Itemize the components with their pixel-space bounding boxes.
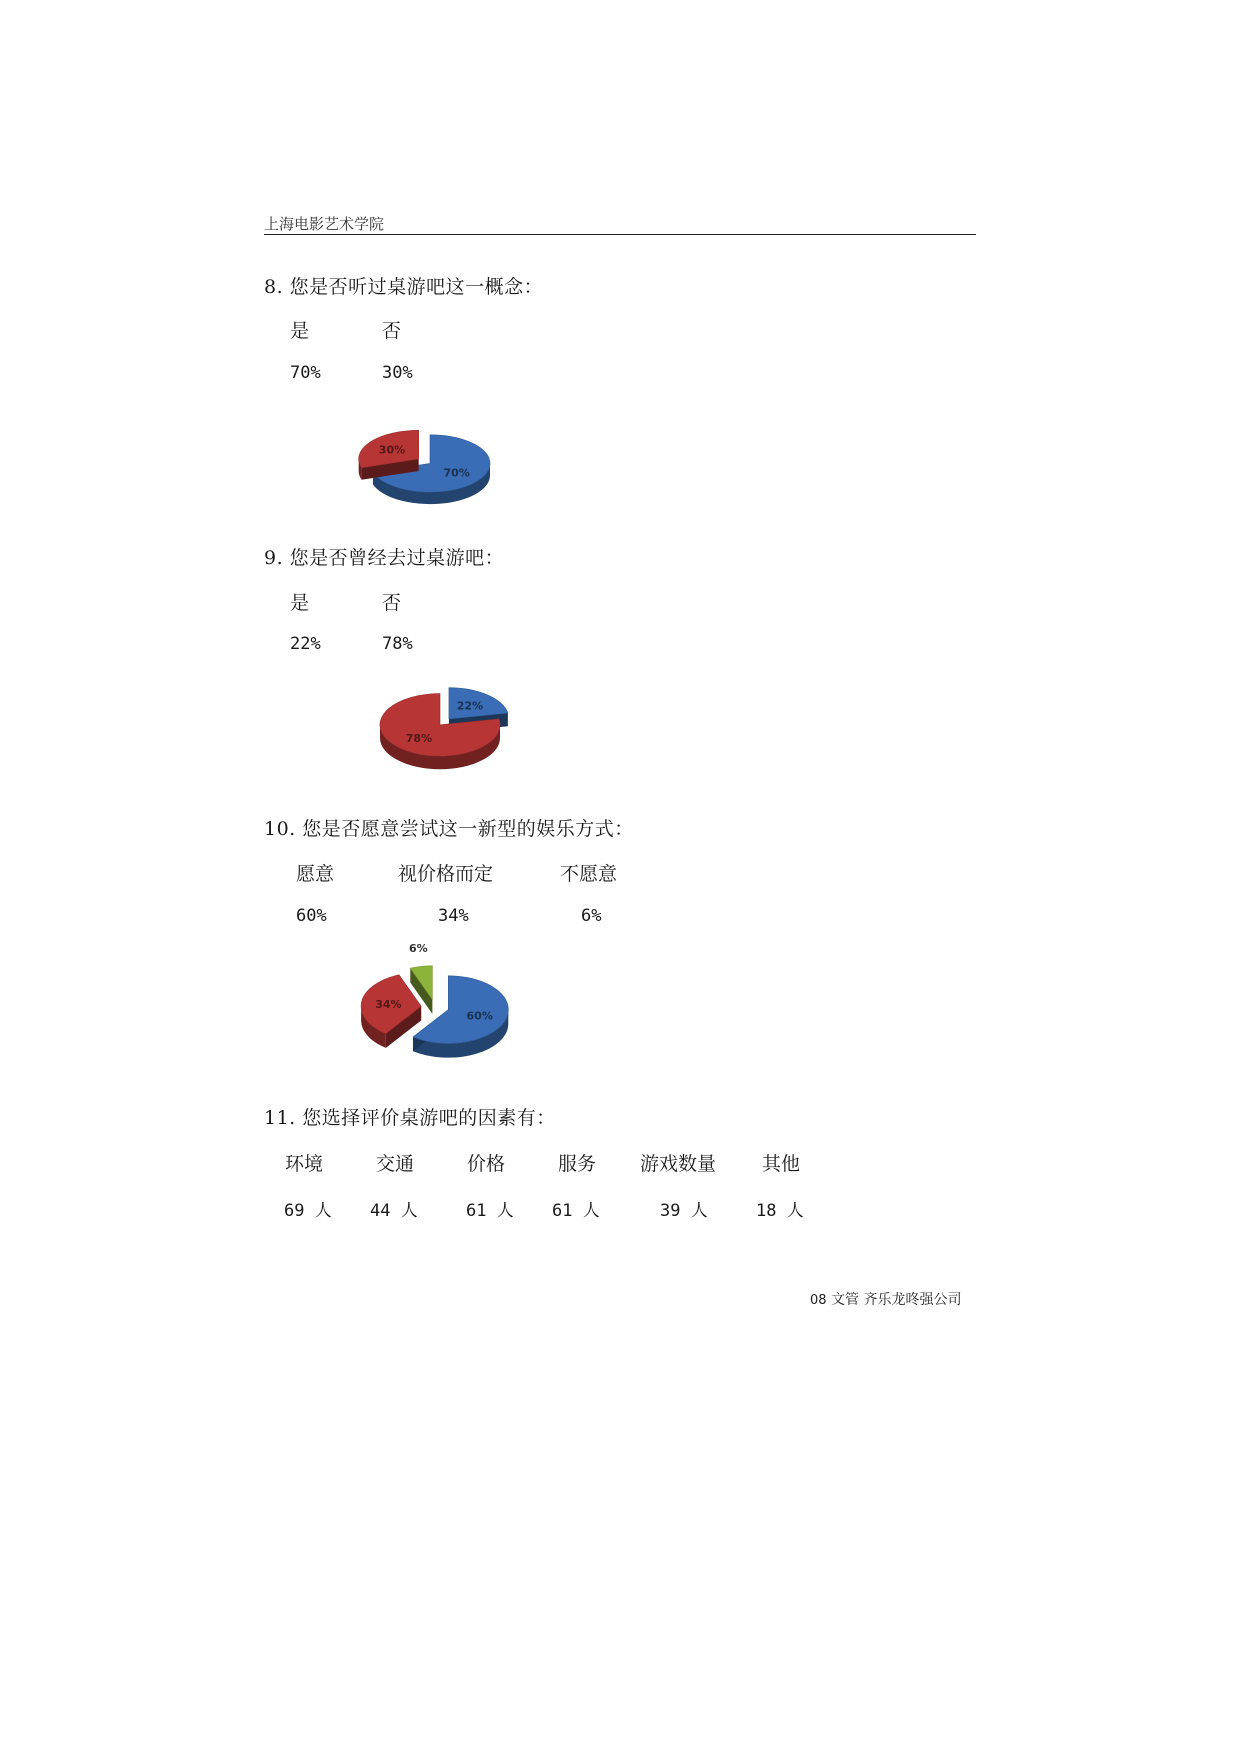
question-11-option-service: 服务 [558, 1153, 597, 1175]
pie-chart-q8 [330, 415, 530, 525]
pie-2-label-0: 60% [466, 1009, 493, 1023]
question-11-option-other: 其他 [762, 1153, 801, 1175]
question-9-value-no: 78% [382, 634, 413, 654]
question-11-value-other: 18 人 [756, 1201, 804, 1221]
pie-0-label-1: 30% [378, 443, 406, 457]
question-10-title: 10. 您是否愿意尝试这一新型的娱乐方式： [264, 818, 634, 840]
question-11-value-game-count: 39 人 [660, 1201, 708, 1221]
pie-chart-q9 [340, 672, 540, 792]
question-11-value-transport: 44 人 [370, 1201, 418, 1221]
question-9-title: 9. 您是否曾经去过桌游吧： [264, 547, 505, 569]
question-10-value-willing: 60% [296, 906, 327, 926]
pie-chart-q10 [335, 942, 535, 1080]
pie-0-label-0: 70% [443, 466, 470, 480]
question-11-option-price: 价格 [467, 1153, 506, 1175]
question-8-option-yes: 是 [290, 320, 310, 342]
question-11-option-game-count: 游戏数量 [640, 1153, 717, 1175]
question-9-option-yes: 是 [290, 592, 310, 614]
question-11-value-service: 61 人 [552, 1201, 600, 1221]
question-11-value-environment: 69 人 [284, 1201, 332, 1221]
question-8-title: 8. 您是否听过桌游吧这一概念： [264, 276, 544, 298]
question-9-value-yes: 22% [290, 634, 321, 654]
question-11-title: 11. 您选择评价桌游吧的因素有： [264, 1107, 556, 1129]
footer [810, 1289, 961, 1309]
pie-1-label-0: 22% [456, 699, 484, 713]
question-10-value-unwilling: 6% [581, 906, 602, 926]
pie-2-label-1: 34% [375, 997, 402, 1011]
question-11-value-price: 61 人 [466, 1201, 514, 1221]
question-11-option-environment: 环境 [285, 1153, 324, 1175]
header-rule [264, 234, 976, 235]
question-8-value-no: 30% [382, 363, 413, 383]
header-school-name: 上海电影艺术学院 [264, 215, 385, 233]
pie-1-label-1: 78% [405, 732, 433, 746]
question-10-value-depends-on-price: 34% [438, 906, 469, 926]
question-10-option-willing: 愿意 [296, 863, 335, 885]
footer-code: 08 [810, 1293, 827, 1308]
footer-text: 文管 齐乐龙咚强公司 [831, 1292, 962, 1308]
question-11-option-transport: 交通 [376, 1153, 415, 1175]
pie-2-label-2: 6% [408, 942, 428, 956]
question-8-value-yes: 70% [290, 363, 321, 383]
question-9-option-no: 否 [382, 592, 402, 614]
question-10-option-unwilling: 不愿意 [560, 863, 618, 885]
question-10-option-depends-on-price: 视价格而定 [398, 863, 494, 885]
question-8-option-no: 否 [382, 320, 402, 342]
